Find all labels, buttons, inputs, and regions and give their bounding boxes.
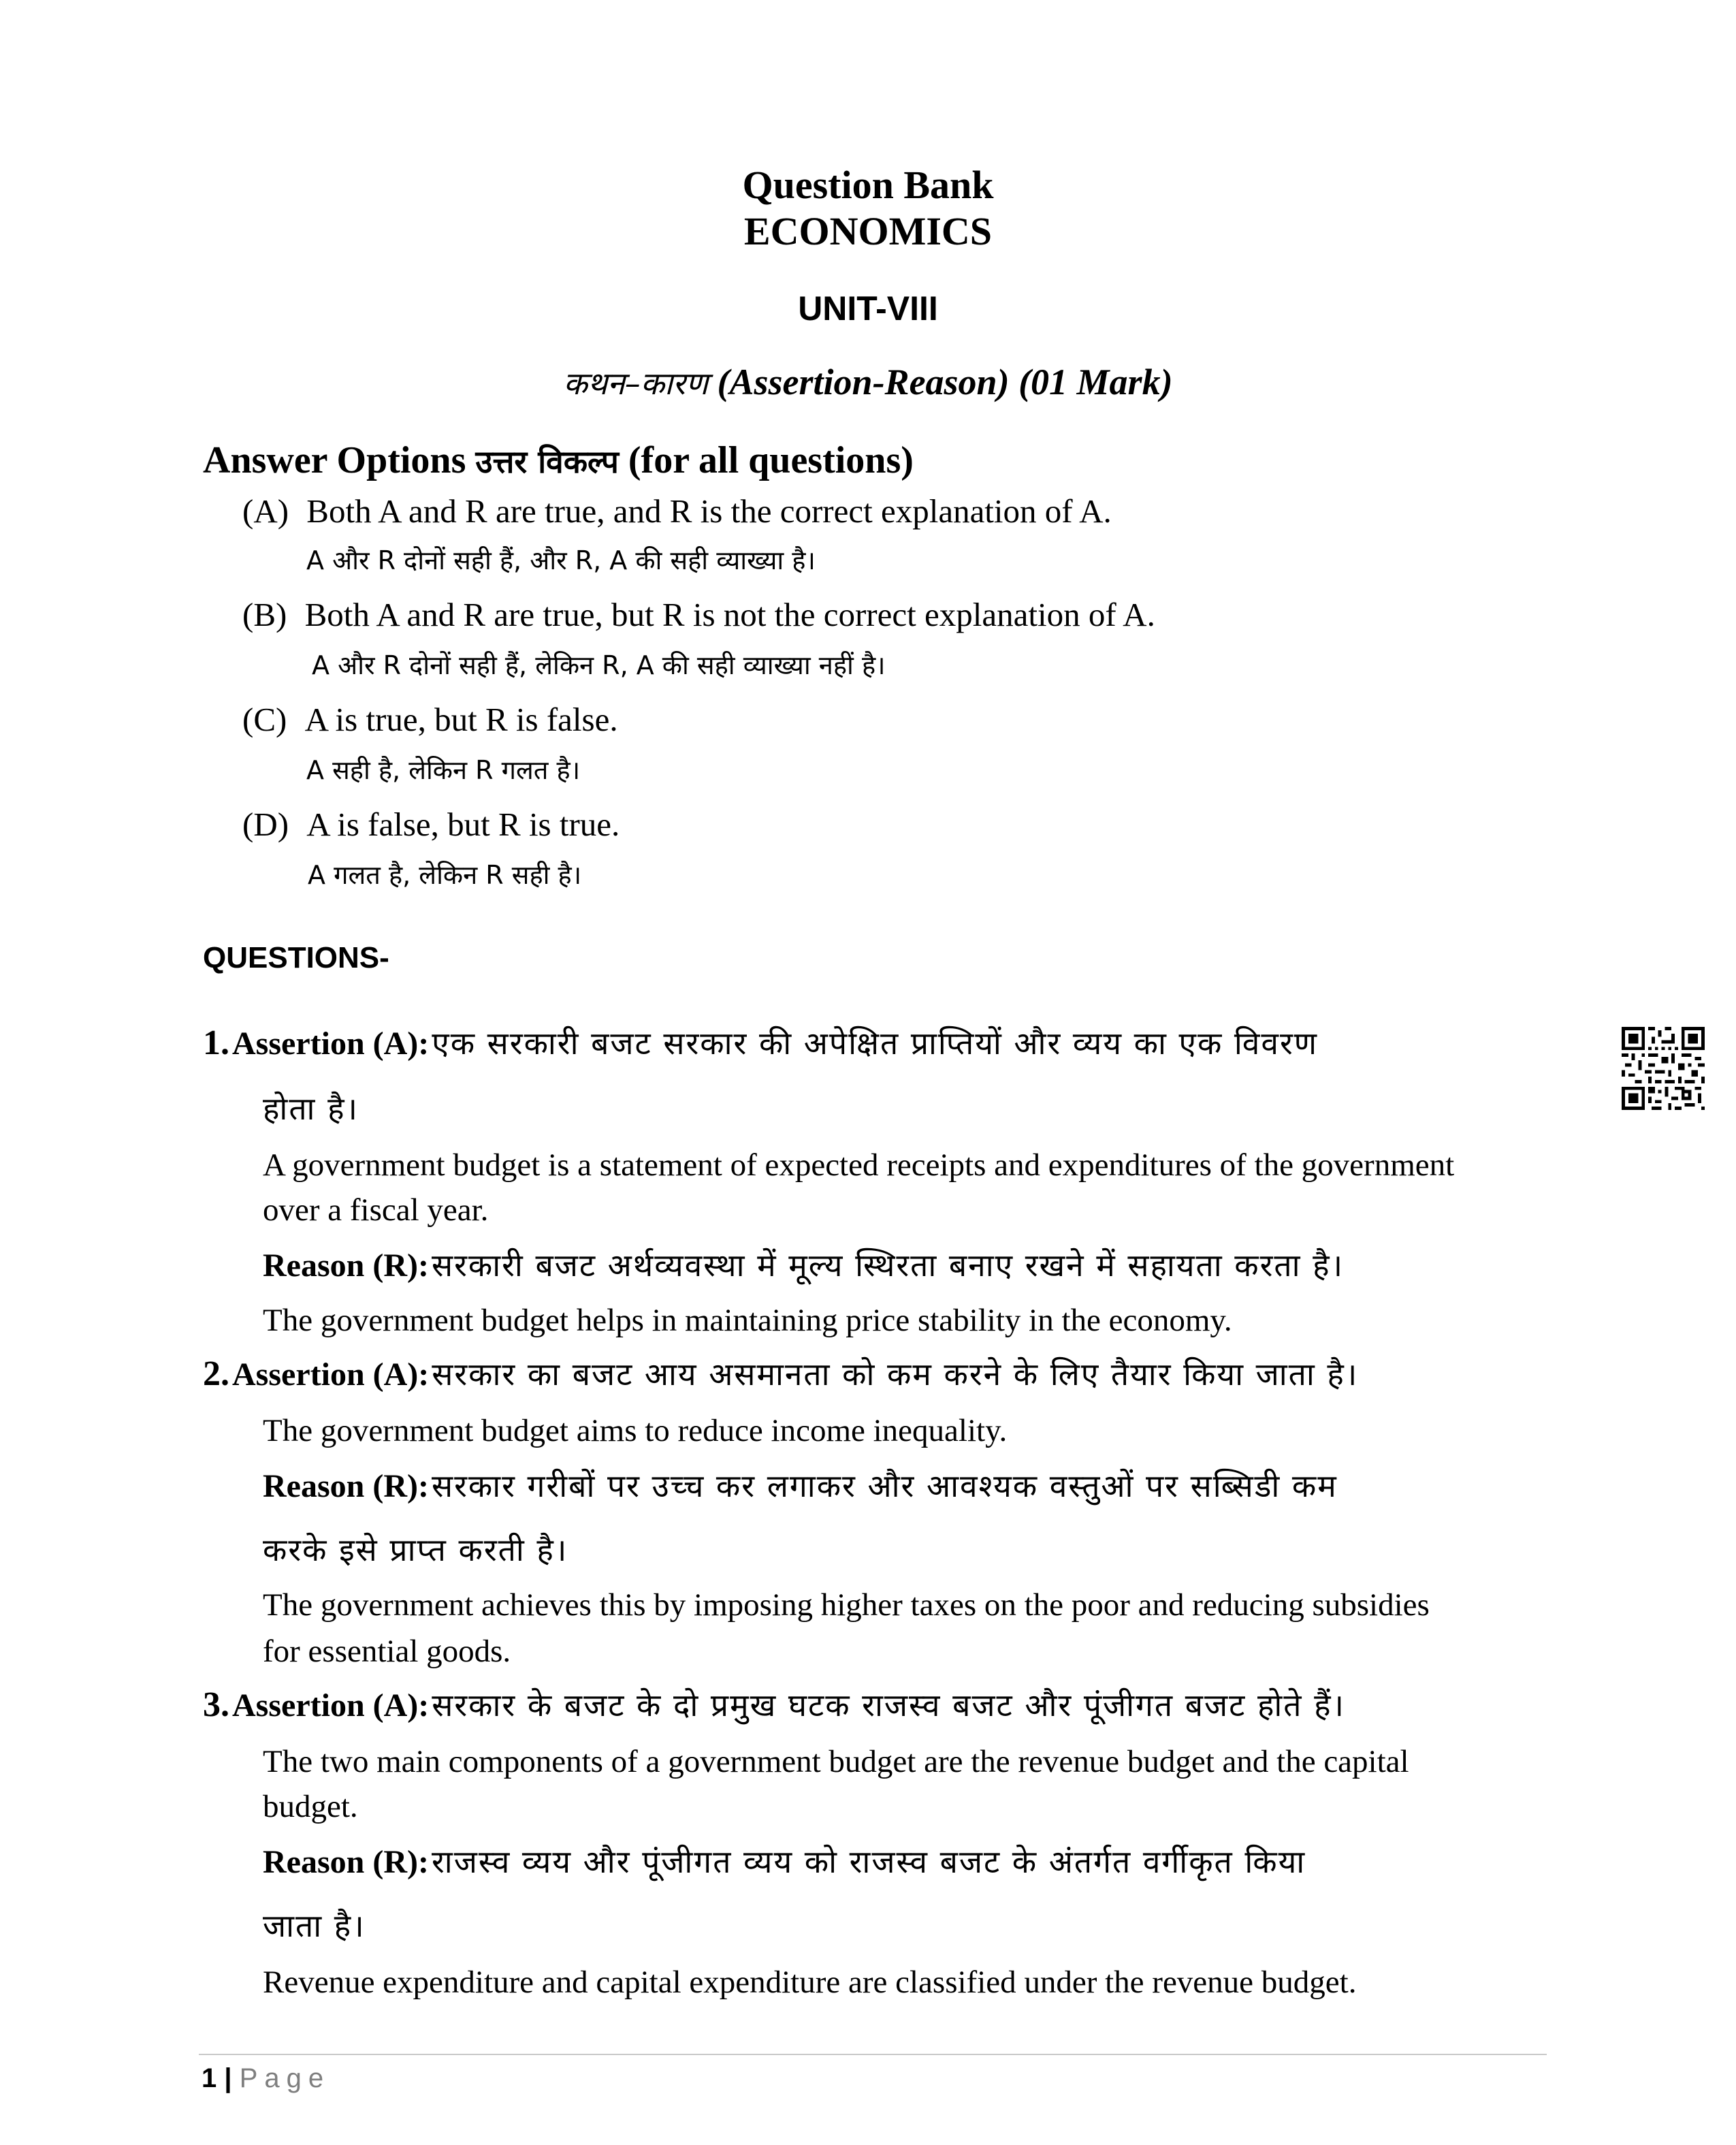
assertion-hindi: सरकार का बजट आय असमानता को कम करने के लिए तैयार किया जाता है।	[432, 1356, 1359, 1393]
unit-heading: UNIT-VIII	[798, 289, 938, 328]
option-letter: (A)	[242, 492, 289, 530]
question-3-reason	[263, 1840, 1306, 1882]
reason-hindi: सरकार गरीबों पर उच्च कर लगाकर और आवश्यक वस्तुओं पर सब्सिडी कम	[431, 1467, 1338, 1504]
option-text-en: Both A and R are true, and R is the correct explanation of A.	[306, 492, 1112, 530]
title-economics: ECONOMICS	[743, 209, 993, 253]
footer-separator: |	[224, 2063, 232, 2093]
option-c	[242, 700, 618, 739]
option-b-hindi: A और R दोनों सही हैं, लेकिन R, A की सही व्याख्या नहीं है।	[312, 650, 886, 680]
option-a-hindi: A और R दोनों सही हैं, और R, A की सही व्याख्या है।	[306, 545, 816, 575]
assertion-english: The two main components of a government budget are the revenue budget and the capital	[263, 1744, 1409, 1779]
question-2-assertion	[203, 1352, 1358, 1395]
option-d-hindi: A गलत है, लेकिन R सही है।	[308, 860, 582, 890]
option-text-en: Both A and R are true, but R is not the correct explanation of A.	[304, 596, 1155, 633]
page-label: Page	[239, 2063, 331, 2093]
assertion-hindi: सरकार के बजट के दो प्रमुख घटक राजस्व बजट और पूंजीगत बजट होते हैं।	[432, 1687, 1345, 1723]
assertion-label: Assertion (A):	[232, 1356, 430, 1393]
assertion-hindi-cont: होता है।	[263, 1090, 359, 1127]
reason-hindi: राजस्व व्यय और पूंजीगत व्यय को राजस्व बजट के अंतर्गत वर्गीकृत किया	[431, 1843, 1306, 1880]
option-b	[242, 595, 1155, 634]
question-2-reason	[263, 1464, 1338, 1506]
question-3-assertion	[203, 1683, 1345, 1726]
option-letter: (C)	[242, 701, 287, 738]
reason-hindi: सरकारी बजट अर्थव्यवस्था में मूल्य स्थिरता बनाए रखने में सहायता करता है।	[431, 1247, 1345, 1284]
assertion-label: Assertion (A):	[232, 1687, 430, 1723]
reason-hindi-cont: करके इसे प्राप्त करती है।	[263, 1531, 568, 1568]
assertion-english-cont: budget.	[263, 1789, 358, 1824]
option-text-en: A is true, but R is false.	[304, 701, 618, 738]
assertion-hindi: एक सरकारी बजट सरकार की अपेक्षित प्राप्तियों और व्यय का एक विवरण	[432, 1025, 1319, 1062]
reason-label: Reason (R):	[263, 1248, 429, 1284]
reason-english: Revenue expenditure and capital expenditure are classified under the revenue budget.	[263, 1965, 1357, 2000]
option-d	[242, 805, 620, 844]
reason-english-cont: for essential goods.	[263, 1634, 511, 1669]
option-letter: (B)	[242, 596, 287, 633]
qr-code-icon	[1622, 1027, 1705, 1110]
answer-options-en: Answer Options	[203, 439, 466, 481]
question-number: 2.	[203, 1354, 229, 1393]
option-letter: (D)	[242, 806, 289, 843]
assertion-label: Assertion (A):	[232, 1026, 430, 1062]
section-subtitle	[0, 361, 1736, 404]
question-1-assertion	[203, 1021, 1318, 1064]
subtitle-hindi: कथन–कारण	[563, 365, 709, 402]
subtitle-english: (Assertion-Reason) (01 Mark)	[717, 362, 1173, 402]
assertion-english: The government budget aims to reduce income inequality.	[263, 1413, 1008, 1448]
assertion-english: A government budget is a statement of expected receipts and expenditures of the government	[263, 1147, 1455, 1183]
option-c-hindi: A सही है, लेकिन R गलत है।	[306, 755, 581, 785]
assertion-english-cont: over a fiscal year.	[263, 1192, 489, 1228]
footer-divider	[199, 2054, 1547, 2055]
answer-options-en-2: (for all questions)	[628, 439, 914, 481]
question-number: 1.	[203, 1023, 229, 1062]
option-a	[242, 492, 1112, 530]
option-text-en: A is false, but R is true.	[306, 806, 620, 843]
reason-hindi-cont: जाता है।	[263, 1907, 366, 1944]
answer-options-heading	[203, 439, 914, 482]
page-footer	[202, 2063, 330, 2094]
reason-label: Reason (R):	[263, 1468, 429, 1504]
reason-label: Reason (R):	[263, 1844, 429, 1880]
page-number: 1	[202, 2063, 217, 2093]
reason-english: The government achieves this by imposing higher taxes on the poor and reducing subsidies	[263, 1587, 1430, 1623]
questions-heading: QUESTIONS-	[203, 941, 389, 974]
reason-english: The government budget helps in maintaining price stability in the economy.	[263, 1303, 1232, 1338]
title-question-bank: Question Bank	[742, 163, 994, 207]
question-1-reason	[263, 1243, 1344, 1286]
answer-options-hi: उत्तर विकल्प	[475, 443, 619, 480]
question-number: 3.	[203, 1685, 229, 1724]
